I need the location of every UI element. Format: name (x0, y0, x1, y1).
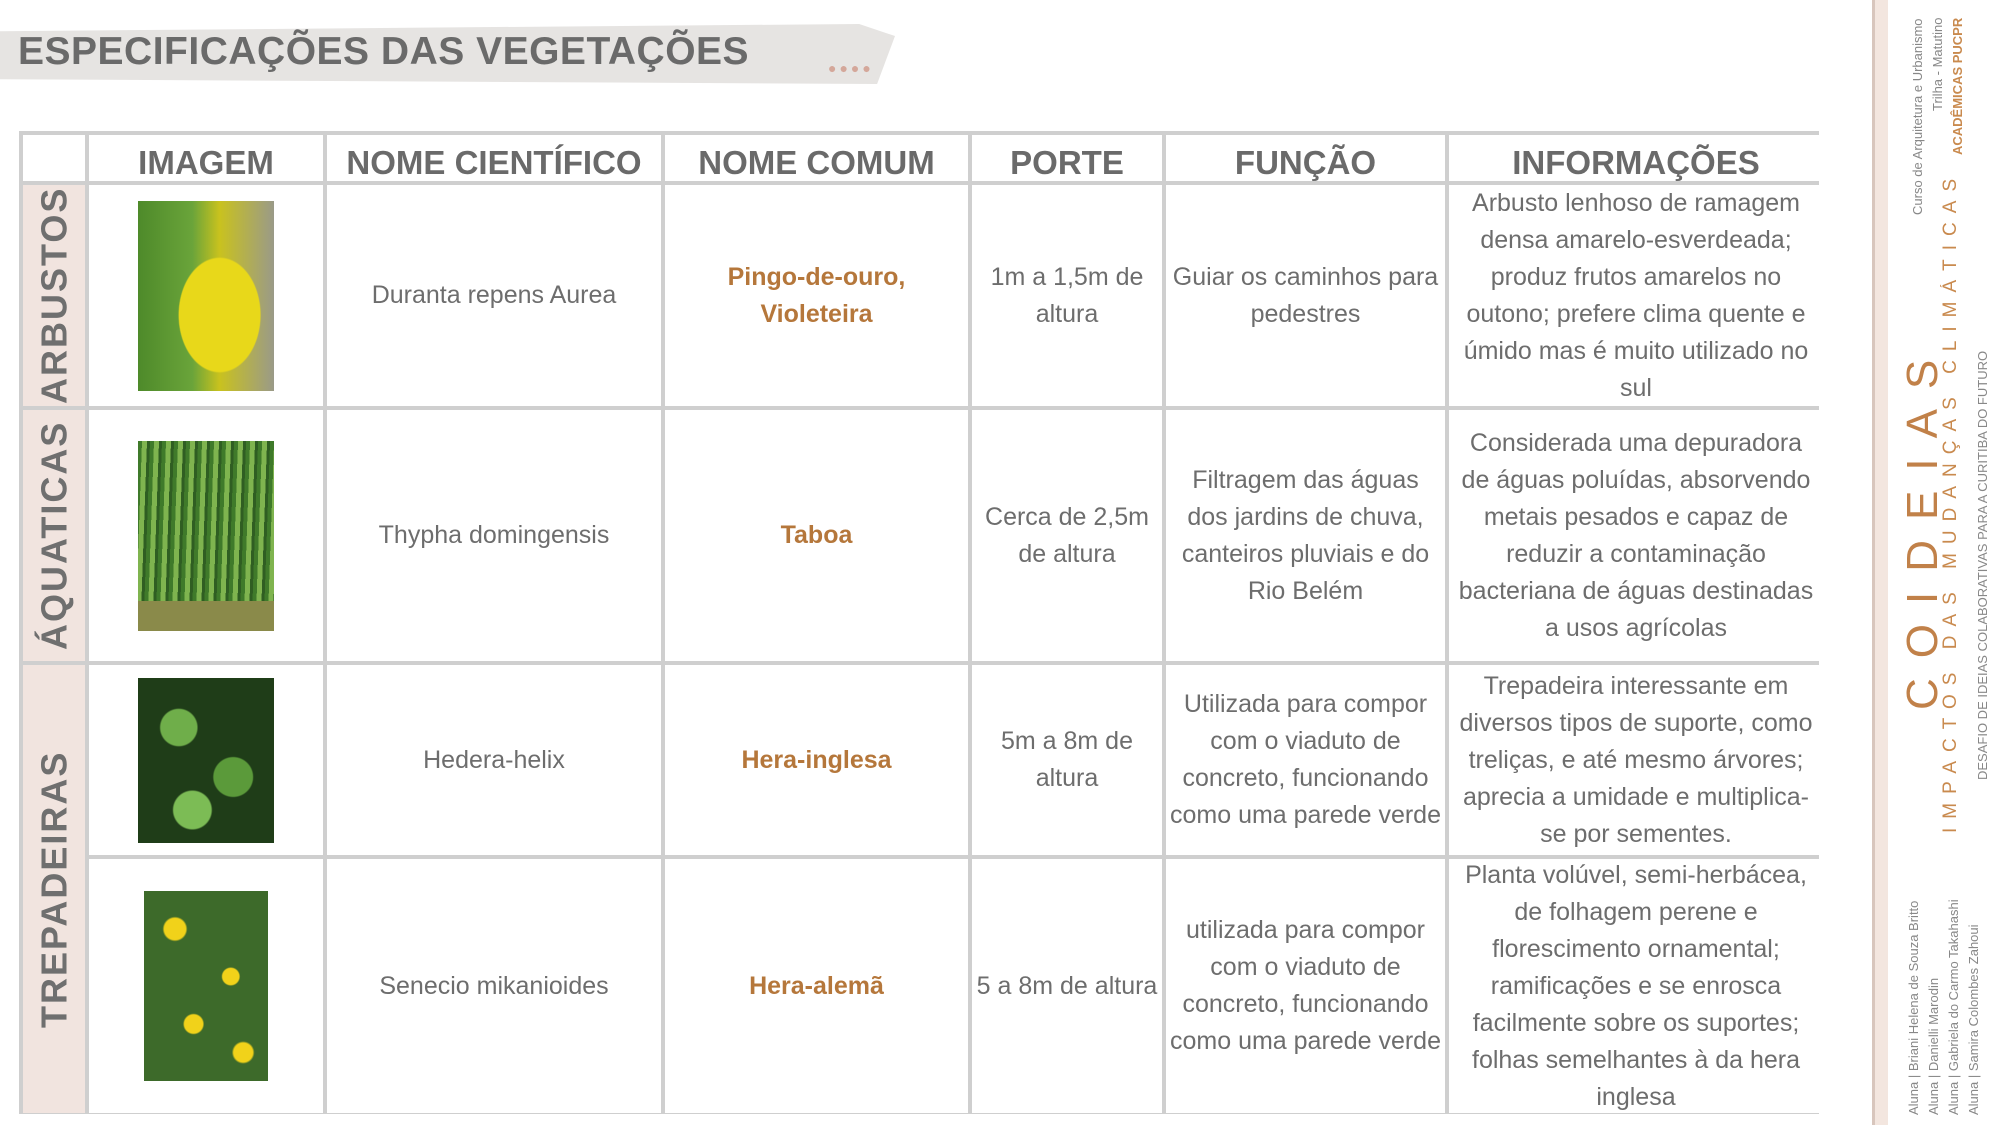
scientific-name: Duranta repens Aurea (327, 185, 661, 406)
function: Filtragem das águas dos jardins de chuva, canteiros pluviais e do Rio Belém (1166, 410, 1445, 661)
plant-image-duranta (138, 201, 274, 391)
function: utilizada para compor com o viaduto de concreto, funcionando como uma parede verde (1166, 859, 1445, 1113)
common-name: Taboa (665, 410, 968, 661)
plant-image-hera-alema (144, 891, 268, 1081)
plant-image-taboa (138, 441, 274, 631)
function: Guiar os caminhos para pedestres (1166, 185, 1445, 406)
subtitle: IMPACTOS DAS MUDANÇAS CLIMÁTICAS (1940, 169, 1961, 833)
student: Aluna | Danielli Marodin (1926, 977, 1941, 1115)
size: 5 a 8m de altura (972, 859, 1162, 1113)
info: Planta volúvel, semi-herbácea, de folhagem perene e florescimento ornamental; ramificações e se enrosca facilmente sobre os suportes; folhas semelhantes à da hera inglesa (1449, 859, 1823, 1113)
header-image: IMAGEM (89, 135, 323, 181)
common-name: Hera-inglesa (665, 665, 968, 855)
tagline: DESAFIO DE IDEIAS COLABORATIVAS PARA A CURITIBA DO FUTURO (1975, 350, 1990, 781)
info: Considerada uma depuradora de águas poluídas, absorvendo metais pesados e capaz de reduzir a contaminação bacteriana de águas destinadas a usos agrícolas (1449, 410, 1823, 661)
category-arbustos: ARBUSTOS (23, 185, 85, 406)
header-info: INFORMAÇÕES (1449, 135, 1823, 181)
page-title: ESPECIFICAÇÕES DAS VEGETAÇÕES (18, 30, 750, 73)
size: Cerca de 2,5m de altura (972, 410, 1162, 661)
common-name: Hera-alemã (665, 859, 968, 1113)
brand-logo: COIDEIAS (1898, 339, 1947, 710)
corner-cell (23, 135, 85, 181)
category-trepadeiras: TREPADEIRAS (23, 665, 85, 1113)
academicas-label: ACADÊMICAS PUCPR (1950, 18, 1965, 156)
trilha: Trilha - Matutino (1930, 18, 1945, 112)
vegetation-table (19, 131, 1819, 1114)
scientific-name: Senecio mikanioides (327, 859, 661, 1113)
header-function: FUNÇÃO (1166, 135, 1445, 181)
course-name: Curso de Arquitetura e Urbanismo (1910, 18, 1925, 215)
header-scientific: NOME CIENTÍFICO (327, 135, 661, 181)
header-size: PORTE (972, 135, 1162, 181)
plant-image-cell (89, 859, 323, 1113)
students-list (1904, 860, 1984, 1115)
header-common: NOME COMUM (665, 135, 968, 181)
size: 5m a 8m de altura (972, 665, 1162, 855)
decorative-dots: ●●●● (828, 60, 874, 76)
info: Trepadeira interessante em diversos tipos de suporte, como treliças, e até mesmo árvores; aprecia a umidade e multiplica-se por sementes. (1449, 665, 1823, 855)
student: Aluna | Samira Colombes Zahoui (1966, 924, 1981, 1115)
common-name: Pingo-de-ouro, Violeteira (665, 185, 968, 406)
function: Utilizada para compor com o viaduto de concreto, funcionando como uma parede verde (1166, 665, 1445, 855)
category-aquaticas: ÁQUATICAS (23, 410, 85, 661)
plant-image-cell (89, 410, 323, 661)
size: 1m a 1,5m de altura (972, 185, 1162, 406)
scientific-name: Hedera-helix (327, 665, 661, 855)
student: Aluna | Briani Helena de Souza Britto (1906, 900, 1921, 1115)
info: Arbusto lenhoso de ramagem densa amarelo-esverdeada; produz frutos amarelos no outono; prefere clima quente e úmido mas é muito utilizado no sul (1449, 185, 1823, 406)
scientific-name: Thypha domingensis (327, 410, 661, 661)
side-divider (1872, 0, 1888, 1125)
student: Aluna | Gabriela do Carmo Takahashi (1946, 899, 1961, 1115)
plant-image-hera-inglesa (138, 678, 274, 843)
plant-image-cell (89, 665, 323, 855)
plant-image-cell (89, 185, 323, 406)
